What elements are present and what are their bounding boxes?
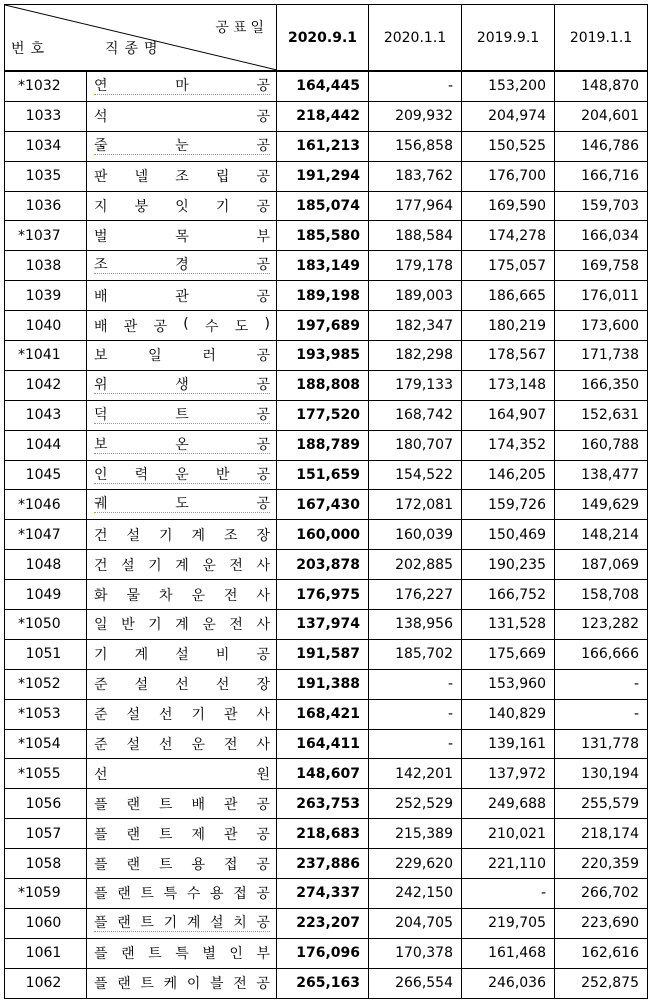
wage-value-3: 210,021 [462, 819, 555, 849]
wage-value-1: 188,808 [277, 370, 369, 400]
job-name-cell [87, 400, 277, 430]
row-number: 1040 [5, 311, 87, 341]
wage-value-2: 229,620 [369, 849, 462, 879]
table-row [5, 131, 648, 161]
wage-value-4: 138,477 [555, 460, 648, 490]
row-number: *1047 [5, 520, 87, 550]
wage-value-4: 176,011 [555, 281, 648, 311]
wage-value-3: 174,352 [462, 430, 555, 460]
table-row [5, 908, 648, 938]
wage-value-2: 172,081 [369, 490, 462, 520]
wage-value-1: 185,074 [277, 191, 369, 221]
wage-value-4: 220,359 [555, 849, 648, 879]
wage-value-3: 186,665 [462, 281, 555, 311]
wage-value-3: 150,525 [462, 131, 555, 161]
wage-value-4: 159,703 [555, 191, 648, 221]
wage-value-2: 182,347 [369, 311, 462, 341]
job-name: 건 설 기 계 조 장 [94, 527, 270, 544]
wage-value-3: 175,669 [462, 639, 555, 669]
wage-value-2: 202,885 [369, 550, 462, 580]
job-name: 석 공 [94, 109, 270, 126]
wage-value-4: - [555, 669, 648, 699]
wage-value-4: 130,194 [555, 759, 648, 789]
table-row [5, 430, 648, 460]
wage-value-2: - [369, 729, 462, 759]
job-name-cell [87, 341, 277, 371]
job-name-cell [87, 580, 277, 610]
wage-value-4: 148,870 [555, 71, 648, 101]
job-name: 보 온 공 [94, 436, 270, 453]
job-name-cell [87, 520, 277, 550]
table-row [5, 251, 648, 281]
column-header-2020-1-1: 2020.1.1 [369, 5, 462, 72]
wage-value-2: 154,522 [369, 460, 462, 490]
wage-value-2: - [369, 699, 462, 729]
row-number: 1058 [5, 849, 87, 879]
wage-value-1: 223,207 [277, 908, 369, 938]
wage-value-3: 166,752 [462, 580, 555, 610]
wage-value-4: 146,786 [555, 131, 648, 161]
wage-value-2: 266,554 [369, 968, 462, 998]
wage-value-1: 218,683 [277, 819, 369, 849]
wage-value-1: 137,974 [277, 610, 369, 640]
job-name-cell [87, 101, 277, 131]
wage-value-1: 237,886 [277, 849, 369, 879]
job-name: 준 설 선 선 장 [94, 677, 270, 694]
job-name: 기 계 설 비 공 [94, 647, 270, 664]
wage-value-2: 156,858 [369, 131, 462, 161]
table-row [5, 639, 648, 669]
wage-value-1: 185,580 [277, 221, 369, 251]
job-name-cell [87, 819, 277, 849]
wage-value-3: 159,726 [462, 490, 555, 520]
table-row [5, 550, 648, 580]
row-number: *1041 [5, 341, 87, 371]
wage-value-3: 137,972 [462, 759, 555, 789]
job-name-cell [87, 879, 277, 909]
row-number: *1055 [5, 759, 87, 789]
wage-value-2: 176,227 [369, 580, 462, 610]
wage-value-4: 173,600 [555, 311, 648, 341]
wage-value-1: 176,975 [277, 580, 369, 610]
wage-value-4: 152,631 [555, 400, 648, 430]
job-name: 선 원 [94, 766, 270, 783]
row-number: *1053 [5, 699, 87, 729]
table-row [5, 311, 648, 341]
wage-value-3: 139,161 [462, 729, 555, 759]
wage-table-container [4, 4, 648, 999]
wage-value-4: 158,708 [555, 580, 648, 610]
wage-value-3: 249,688 [462, 789, 555, 819]
wage-value-1: 203,878 [277, 550, 369, 580]
job-name-cell [87, 161, 277, 191]
wage-value-2: - [369, 71, 462, 101]
job-name: 플 랜 트 배 관 공 [94, 796, 270, 813]
row-number: 1035 [5, 161, 87, 191]
wage-value-2: 215,389 [369, 819, 462, 849]
wage-value-3: 178,567 [462, 341, 555, 371]
column-header-2020-9-1: 2020.9.1 [277, 5, 369, 72]
job-name: 일 반 기 계 운 전 사 [94, 617, 270, 634]
row-number: *1054 [5, 729, 87, 759]
table-row [5, 221, 648, 251]
wage-value-4: 187,069 [555, 550, 648, 580]
job-name-cell [87, 281, 277, 311]
wage-value-4: 169,758 [555, 251, 648, 281]
row-number: 1049 [5, 580, 87, 610]
wage-value-1: 167,430 [277, 490, 369, 520]
job-name: 준 설 선 운 전 사 [94, 737, 270, 754]
job-name-cell [87, 490, 277, 520]
row-number: 1043 [5, 400, 87, 430]
wage-value-1: 188,789 [277, 430, 369, 460]
job-name-cell [87, 938, 277, 968]
row-number: *1052 [5, 669, 87, 699]
wage-value-1: 164,445 [277, 71, 369, 101]
row-number: *1032 [5, 71, 87, 101]
row-number: 1061 [5, 938, 87, 968]
job-name-cell [87, 460, 277, 490]
wage-value-1: 191,388 [277, 669, 369, 699]
table-row [5, 191, 648, 221]
wage-value-3: 146,205 [462, 460, 555, 490]
wage-value-4: 266,702 [555, 879, 648, 909]
wage-value-1: 148,607 [277, 759, 369, 789]
wage-value-4: 166,350 [555, 370, 648, 400]
job-name: 준 설 선 기 관 사 [94, 707, 270, 724]
wage-value-3: 131,528 [462, 610, 555, 640]
wage-value-4: 166,716 [555, 161, 648, 191]
job-name-cell [87, 370, 277, 400]
wage-value-3: 173,148 [462, 370, 555, 400]
table-row [5, 669, 648, 699]
wage-value-1: 189,198 [277, 281, 369, 311]
wage-value-2: 183,762 [369, 161, 462, 191]
job-name: 궤 도 공 [94, 496, 270, 513]
wage-value-4: 131,778 [555, 729, 648, 759]
wage-value-2: 179,133 [369, 370, 462, 400]
table-row [5, 789, 648, 819]
job-name-cell [87, 131, 277, 161]
wage-value-1: 191,587 [277, 639, 369, 669]
row-number: *1050 [5, 610, 87, 640]
wage-value-4: - [555, 699, 648, 729]
wage-value-2: - [369, 669, 462, 699]
wage-value-4: 162,616 [555, 938, 648, 968]
job-name-cell [87, 251, 277, 281]
wage-value-2: 182,298 [369, 341, 462, 371]
job-name-cell [87, 729, 277, 759]
row-number: 1057 [5, 819, 87, 849]
column-header-2019-9-1: 2019.9.1 [462, 5, 555, 72]
wage-value-2: 209,932 [369, 101, 462, 131]
table-row [5, 520, 648, 550]
job-name: 플 랜 트 제 관 공 [94, 826, 270, 843]
row-number: 1038 [5, 251, 87, 281]
job-name: 플 랜 트 기 계 설 치 공 [94, 914, 270, 931]
wage-value-1: 263,753 [277, 789, 369, 819]
wage-value-1: 193,985 [277, 341, 369, 371]
wage-table [4, 4, 648, 999]
job-name: 판 넬 조 립 공 [94, 169, 270, 186]
job-name: 벌 목 부 [94, 228, 270, 245]
wage-value-1: 191,294 [277, 161, 369, 191]
wage-value-4: 223,690 [555, 908, 648, 938]
wage-value-2: 168,742 [369, 400, 462, 430]
wage-value-3: - [462, 879, 555, 909]
wage-value-1: 183,149 [277, 251, 369, 281]
column-header-2019-1-1: 2019.1.1 [555, 5, 648, 72]
job-name-cell [87, 849, 277, 879]
wage-value-3: 169,590 [462, 191, 555, 221]
job-name-cell [87, 669, 277, 699]
job-name: 플 랜 트 특 수 용 접 공 [94, 886, 270, 903]
table-body [5, 71, 648, 998]
wage-value-2: 179,178 [369, 251, 462, 281]
header-row [5, 5, 648, 72]
table-row [5, 968, 648, 998]
job-name: 위 생 공 [94, 376, 270, 393]
table-row [5, 101, 648, 131]
job-name: 화 물 차 운 전 사 [94, 587, 270, 604]
row-number: 1045 [5, 460, 87, 490]
wage-value-1: 177,520 [277, 400, 369, 430]
wage-value-4: 171,738 [555, 341, 648, 371]
wage-value-3: 164,907 [462, 400, 555, 430]
table-row [5, 370, 648, 400]
job-name-cell [87, 430, 277, 460]
wage-value-3: 174,278 [462, 221, 555, 251]
row-number: 1044 [5, 430, 87, 460]
diagonal-header-cell [5, 5, 277, 72]
wage-value-2: 204,705 [369, 908, 462, 938]
job-name-cell [87, 639, 277, 669]
job-name: 배 관 공 [94, 288, 270, 305]
wage-value-3: 246,036 [462, 968, 555, 998]
wage-value-1: 160,000 [277, 520, 369, 550]
table-row [5, 849, 648, 879]
job-header-label: 직종명 [105, 41, 164, 57]
job-name: 줄 눈 공 [94, 137, 270, 154]
wage-value-3: 153,960 [462, 669, 555, 699]
wage-value-3: 221,110 [462, 849, 555, 879]
job-name: 덕 트 공 [94, 406, 270, 423]
job-name: 연 마 공 [94, 77, 270, 94]
row-number: 1051 [5, 639, 87, 669]
job-name-cell [87, 759, 277, 789]
wage-value-2: 188,584 [369, 221, 462, 251]
wage-value-3: 204,974 [462, 101, 555, 131]
wage-value-2: 185,702 [369, 639, 462, 669]
wage-value-2: 252,529 [369, 789, 462, 819]
wage-value-3: 176,700 [462, 161, 555, 191]
row-number: 1062 [5, 968, 87, 998]
wage-value-3: 150,469 [462, 520, 555, 550]
row-number: 1034 [5, 131, 87, 161]
date-header-label: 공표일 [215, 20, 268, 36]
row-number: 1036 [5, 191, 87, 221]
job-name-cell [87, 908, 277, 938]
wage-value-3: 219,705 [462, 908, 555, 938]
wage-value-2: 170,378 [369, 938, 462, 968]
wage-value-1: 151,659 [277, 460, 369, 490]
table-row [5, 400, 648, 430]
wage-value-3: 140,829 [462, 699, 555, 729]
wage-value-3: 175,057 [462, 251, 555, 281]
row-number: 1060 [5, 908, 87, 938]
wage-value-4: 204,601 [555, 101, 648, 131]
job-name: 보 일 러 공 [94, 348, 270, 365]
job-name-cell [87, 789, 277, 819]
row-number: 1039 [5, 281, 87, 311]
job-name: 배 관 공 ( 수 도 ) [94, 315, 270, 335]
wage-value-3: 153,200 [462, 71, 555, 101]
table-row [5, 819, 648, 849]
table-row [5, 879, 648, 909]
job-name-cell [87, 610, 277, 640]
wage-value-2: 189,003 [369, 281, 462, 311]
row-number: 1033 [5, 101, 87, 131]
wage-value-4: 252,875 [555, 968, 648, 998]
table-row [5, 759, 648, 789]
job-name-cell [87, 968, 277, 998]
wage-value-1: 274,337 [277, 879, 369, 909]
table-row [5, 490, 648, 520]
table-row [5, 341, 648, 371]
job-name-cell [87, 191, 277, 221]
wage-value-3: 190,235 [462, 550, 555, 580]
table-row [5, 71, 648, 101]
wage-value-1: 265,163 [277, 968, 369, 998]
table-row [5, 699, 648, 729]
wage-value-4: 166,034 [555, 221, 648, 251]
row-number: 1048 [5, 550, 87, 580]
table-row [5, 580, 648, 610]
wage-value-4: 123,282 [555, 610, 648, 640]
row-number: *1046 [5, 490, 87, 520]
wage-value-2: 142,201 [369, 759, 462, 789]
table-row [5, 610, 648, 640]
wage-value-1: 218,442 [277, 101, 369, 131]
wage-value-2: 242,150 [369, 879, 462, 909]
job-name-cell [87, 71, 277, 101]
wage-value-2: 138,956 [369, 610, 462, 640]
wage-value-1: 164,411 [277, 729, 369, 759]
wage-value-2: 160,039 [369, 520, 462, 550]
row-number: 1056 [5, 789, 87, 819]
wage-value-1: 161,213 [277, 131, 369, 161]
wage-value-1: 176,096 [277, 938, 369, 968]
wage-value-4: 160,788 [555, 430, 648, 460]
wage-value-4: 166,666 [555, 639, 648, 669]
table-row [5, 281, 648, 311]
row-number: 1042 [5, 370, 87, 400]
wage-value-1: 197,689 [277, 311, 369, 341]
wage-value-3: 180,219 [462, 311, 555, 341]
table-row [5, 729, 648, 759]
row-number: *1059 [5, 879, 87, 909]
wage-value-2: 177,964 [369, 191, 462, 221]
wage-value-4: 149,629 [555, 490, 648, 520]
wage-value-4: 255,579 [555, 789, 648, 819]
job-name-cell [87, 311, 277, 341]
table-row [5, 161, 648, 191]
table-row [5, 938, 648, 968]
job-name: 인 력 운 반 공 [94, 466, 270, 483]
job-name-cell [87, 221, 277, 251]
job-name: 플 랜 트 용 접 공 [94, 856, 270, 873]
wage-value-2: 180,707 [369, 430, 462, 460]
job-name-cell [87, 699, 277, 729]
job-name: 플 랜 트 케 이 블 전 공 [94, 976, 270, 993]
number-header-label: 번호 [11, 41, 51, 57]
job-name: 건 설 기 계 운 전 사 [94, 557, 270, 574]
wage-value-1: 168,421 [277, 699, 369, 729]
job-name: 조 경 공 [94, 257, 270, 274]
job-name: 지 붕 잇 기 공 [94, 199, 270, 215]
job-name: 플 랜 트 특 별 인 부 [94, 946, 270, 963]
wage-value-4: 148,214 [555, 520, 648, 550]
table-row [5, 460, 648, 490]
job-name-cell [87, 550, 277, 580]
row-number: *1037 [5, 221, 87, 251]
wage-value-3: 161,468 [462, 938, 555, 968]
wage-value-4: 218,174 [555, 819, 648, 849]
